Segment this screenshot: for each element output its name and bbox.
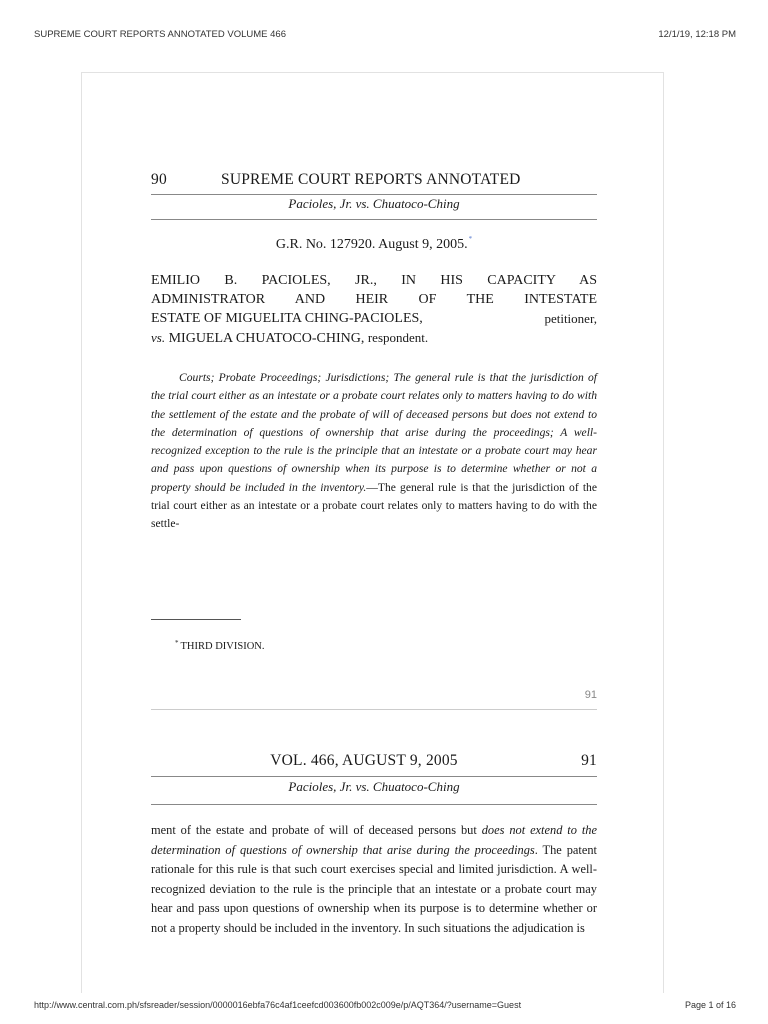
versus: vs. xyxy=(151,330,166,345)
parties-line: EMILIO B. PACIOLES, JR., IN HIS CAPACITY AS xyxy=(151,273,597,288)
running-title: VOL. 466, AUGUST 9, 2005 xyxy=(270,752,458,769)
gr-number xyxy=(151,235,597,253)
page-number: 91 xyxy=(581,752,597,769)
print-header-datetime: 12/1/19, 12:18 PM xyxy=(658,29,736,40)
page-number: 90 xyxy=(151,171,167,188)
syllabus-italic: Courts; Probate Proceedings; Jurisdictions; The general rule is that the jurisdiction of the trial court either as an intestate or a probate court relates only to matters having to do with the settlement of the estate and the probate of will of deceased persons but does not extend to the determination of questions of ownership that arise during the proceedings; A well-recognized exception to the rule is the principle that an intestate or a probate court may hear and pass upon questions of ownership when its purpose is to determine whether or not a property should be included in the inventory. xyxy=(151,371,597,494)
body-paragraph xyxy=(151,821,597,939)
parties-line: ADMINISTRATOR AND HEIR OF THE INTESTATE xyxy=(151,292,597,307)
gr-number-text: G.R. No. 127920. August 9, 2005. xyxy=(275,237,468,252)
footnote-text: THIRD DIVISION. xyxy=(180,641,265,652)
petitioner-name: ESTATE OF MIGUELITA CHING-PACIOLES, xyxy=(151,311,423,326)
case-parties xyxy=(151,271,597,348)
body-text: . The patent rationale for this rule is that such court exercises special and limited jurisdiction. A well-recognized deviation to the rule is the principle that an intestate or a probate court may hear and pass upon questions of ownership when its purpose is to determine whether or not a property should be included in the inventory. In such situations the adjudication is xyxy=(151,842,597,935)
print-footer xyxy=(0,994,768,1024)
parties-line xyxy=(151,328,597,348)
header-rule xyxy=(151,194,597,195)
petitioner-role: petitioner, xyxy=(544,311,597,326)
parties-line xyxy=(151,309,597,328)
page-marker: 91 xyxy=(584,689,597,701)
syllabus-text: —The general rule is that the jurisdiction of the trial court either as an intestate or a probate court relates only to matters having to do with the settle- xyxy=(151,480,597,531)
document-page xyxy=(81,72,664,993)
header-rule xyxy=(151,776,597,777)
syllabus xyxy=(151,369,597,534)
body-italic: does not extend to the determination of questions of ownership that arise during the proceedings xyxy=(151,823,597,857)
page-count: Page 1 of 16 xyxy=(684,1000,736,1010)
case-caption: Pacioles, Jr. vs. Chuatoco-Ching xyxy=(288,196,460,211)
caption-rule xyxy=(151,219,597,220)
footnote-marker: * xyxy=(175,639,179,647)
respondent-role: respondent. xyxy=(367,330,429,345)
page-break-rule xyxy=(151,709,597,710)
source-url[interactable]: http://www.central.com.ph/sfsreader/session/0000016ebfa76c4af1ceefcd003600fb002c009e/p/AQT364/?username=Guest xyxy=(34,1000,522,1010)
footnote xyxy=(175,639,265,652)
body-text: ment of the estate and probate of will of deceased persons but xyxy=(151,823,477,837)
footnote-link[interactable]: * xyxy=(468,235,473,243)
footnote-rule xyxy=(151,619,241,620)
case-caption: Pacioles, Jr. vs. Chuatoco-Ching xyxy=(288,779,460,794)
respondent-name: MIGUELA CHUATOCO-CHING, xyxy=(168,331,365,346)
print-header-title: SUPREME COURT REPORTS ANNOTATED VOLUME 466 xyxy=(34,29,286,40)
running-title: SUPREME COURT REPORTS ANNOTATED xyxy=(221,171,521,188)
print-header xyxy=(0,0,768,40)
caption-rule xyxy=(151,804,597,805)
